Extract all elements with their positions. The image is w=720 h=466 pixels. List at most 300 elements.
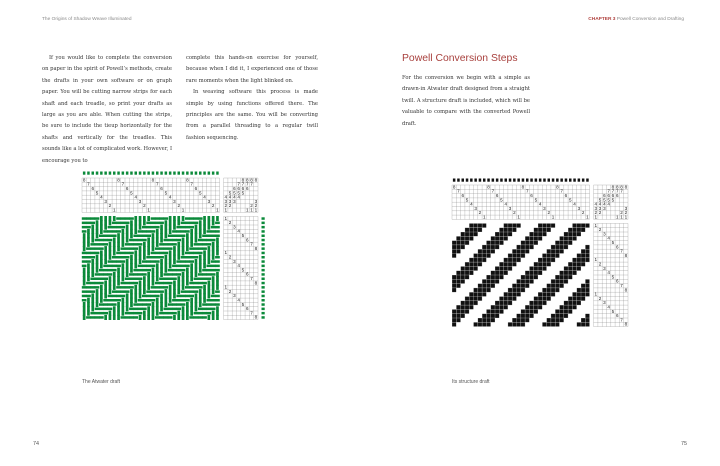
weft-float (207, 308, 212, 311)
raised-cell (452, 318, 456, 322)
weft-float (86, 290, 91, 293)
raised-cell (482, 258, 486, 262)
warp-color-chip (156, 172, 159, 175)
weft-float (151, 226, 156, 229)
weft-float (159, 217, 164, 220)
raised-cell (512, 249, 516, 253)
warp-float (130, 233, 133, 238)
raised-cell (547, 228, 551, 232)
weft-float (207, 273, 212, 276)
threading-number: 8 (556, 184, 559, 190)
weft-float (95, 308, 100, 311)
warp-float (212, 220, 215, 225)
raised-cell (555, 279, 559, 283)
raised-cell (577, 262, 581, 266)
weft-float (112, 299, 117, 302)
raised-cell (469, 232, 473, 236)
weft-float (146, 222, 151, 225)
weft-float (112, 256, 117, 259)
raised-cell (560, 284, 564, 288)
weft-float (211, 269, 216, 272)
raised-cell (499, 236, 503, 240)
weft-float (194, 278, 199, 281)
warp-color-chip (539, 179, 542, 182)
weft-float (108, 260, 113, 263)
raised-cell (452, 245, 456, 249)
tieup-number: 2 (228, 203, 232, 209)
raised-cell (560, 305, 564, 309)
weft-color-chip (262, 290, 265, 293)
warp-color-chip (483, 179, 486, 182)
raised-cell (491, 241, 495, 245)
weft-float (95, 243, 100, 246)
raised-cell (534, 309, 538, 313)
weft-float (82, 217, 87, 220)
running-header-right (588, 17, 684, 22)
warp-color-chip (548, 179, 551, 182)
weft-float (138, 312, 143, 315)
raised-cell (469, 305, 473, 309)
weft-float (176, 299, 181, 302)
warp-color-chip (496, 179, 499, 182)
weft-float (194, 290, 199, 293)
warp-color-chip (552, 179, 555, 182)
warp-float (104, 259, 107, 264)
weft-float (121, 295, 126, 298)
weft-color-chip (262, 230, 265, 233)
weft-float (138, 273, 143, 276)
warp-float (147, 250, 150, 255)
raised-cell (512, 297, 516, 301)
weft-float (125, 222, 130, 225)
treadling-number: 1 (594, 291, 598, 297)
threading-number: 4 (168, 194, 172, 200)
treadling-number: 6 (245, 271, 249, 277)
raised-cell (474, 228, 478, 232)
raised-cell (538, 262, 542, 266)
threading-number: 7 (457, 188, 460, 194)
raised-cell (456, 236, 460, 240)
weft-float (108, 239, 113, 242)
threading-number: 5 (164, 190, 168, 196)
weft-float (168, 316, 173, 319)
raised-cell (525, 241, 529, 245)
weft-float (86, 247, 91, 250)
raised-cell (547, 254, 551, 258)
raised-cell (577, 301, 581, 305)
warp-float (126, 238, 129, 243)
weft-float (176, 226, 181, 229)
tieup-number: 5 (228, 190, 232, 196)
treadling-number: 1 (594, 257, 598, 263)
warp-color-chip (466, 179, 469, 182)
weft-float (133, 278, 138, 281)
warp-color-chip (474, 179, 477, 182)
raised-cell (521, 288, 525, 292)
weft-float (133, 308, 138, 311)
weft-float (103, 273, 108, 276)
weft-float (82, 226, 87, 229)
warp-color-chip (104, 172, 107, 175)
raised-cell (517, 314, 521, 318)
treadling-number: 5 (611, 274, 615, 280)
raised-cell (581, 254, 585, 258)
warp-float (126, 272, 129, 277)
weft-float (151, 286, 156, 289)
raised-cell (529, 271, 533, 275)
weft-float (164, 239, 169, 242)
weft-float (181, 230, 186, 233)
weft-float (116, 217, 121, 220)
tieup-number: 2 (624, 210, 628, 216)
structure-draft-figure (452, 185, 640, 331)
treadling-number: 3 (603, 265, 606, 271)
raised-cell (452, 241, 456, 245)
weft-float (90, 316, 95, 319)
raised-cell (547, 284, 551, 288)
raised-cell (469, 236, 473, 240)
warp-float (216, 250, 219, 255)
weft-float (82, 295, 87, 298)
threading-number: 5 (95, 190, 99, 196)
weft-color-chip (262, 222, 265, 225)
weft-float (181, 222, 186, 225)
warp-float (130, 302, 133, 307)
warp-color-chip (199, 172, 202, 175)
weft-float (159, 316, 164, 319)
weft-float (133, 273, 138, 276)
tieup-number: 6 (603, 193, 606, 198)
threading-number: 4 (134, 194, 138, 200)
raised-cell (482, 279, 486, 283)
warp-color-chip (522, 179, 525, 182)
raised-cell (521, 284, 525, 288)
weft-float (121, 252, 126, 255)
weft-float (121, 290, 126, 293)
weft-float (99, 303, 104, 306)
raised-cell (478, 288, 482, 292)
raised-cell (482, 223, 486, 227)
raised-cell (517, 288, 521, 292)
raised-cell (534, 232, 538, 236)
raised-cell (512, 322, 516, 326)
warp-float (143, 255, 146, 260)
weft-float (176, 269, 181, 272)
warp-float (91, 306, 94, 311)
weft-float (95, 278, 100, 281)
raised-cell (486, 249, 490, 253)
weft-float (99, 308, 104, 311)
weft-float (185, 260, 190, 263)
tieup-number: 6 (611, 193, 615, 198)
raised-cell (564, 305, 568, 309)
treadling-number: 1 (224, 250, 228, 256)
tieup-number: 2 (598, 210, 602, 216)
raised-cell (461, 236, 465, 240)
raised-cell (517, 322, 521, 326)
raised-cell (551, 284, 555, 288)
warp-color-chip (569, 179, 572, 182)
tieup-number: 6 (245, 186, 249, 191)
raised-cell (538, 236, 542, 240)
warp-color-chip (100, 172, 103, 175)
raised-cell (474, 288, 478, 292)
weft-float (108, 269, 113, 272)
raised-cell (456, 279, 460, 283)
warp-float (216, 315, 219, 320)
warp-float (147, 315, 150, 320)
raised-cell (560, 241, 564, 245)
weft-color-chip (262, 303, 265, 306)
raised-cell (482, 288, 486, 292)
raised-cell (469, 228, 473, 232)
raised-cell (508, 232, 512, 236)
weft-float (189, 290, 194, 293)
threading-number: 8 (117, 177, 120, 183)
threading-number: 4 (504, 201, 508, 207)
weft-float (211, 308, 216, 311)
weft-float (164, 282, 169, 285)
warp-color-chip (505, 179, 508, 182)
raised-cell (474, 262, 478, 266)
weft-float (142, 308, 147, 311)
raised-cell (555, 275, 559, 279)
warp-color-chip (190, 172, 193, 175)
tieup-number: 6 (607, 193, 610, 198)
weft-float (215, 290, 220, 293)
weft-float (125, 290, 130, 293)
raised-cell (547, 292, 551, 296)
weft-color-chip (262, 308, 265, 311)
weft-float (146, 269, 151, 272)
weft-float (181, 260, 186, 263)
raised-cell (585, 284, 589, 288)
raised-cell (585, 314, 589, 318)
raised-cell (525, 284, 529, 288)
raised-cell (474, 322, 478, 326)
weft-float (155, 282, 160, 285)
warp-color-chip (500, 179, 503, 182)
raised-cell (560, 271, 564, 275)
warp-float (208, 315, 211, 320)
raised-cell (538, 223, 542, 227)
raised-cell (482, 245, 486, 249)
threading-number: 1 (551, 214, 555, 220)
weft-float (211, 299, 216, 302)
raised-cell (504, 223, 508, 227)
threading-number: 2 (143, 203, 146, 209)
raised-cell (482, 318, 486, 322)
warp-color-chip (117, 172, 120, 175)
right-page (360, 0, 720, 466)
weft-float (129, 247, 134, 250)
weft-float (155, 252, 160, 255)
threading-number: 6 (125, 186, 129, 191)
warp-float (83, 281, 86, 286)
raised-cell (551, 318, 555, 322)
threading-number: 3 (104, 198, 107, 204)
weft-float (108, 230, 113, 233)
weft-float (95, 286, 100, 289)
weft-float (125, 252, 130, 255)
raised-cell (482, 254, 486, 258)
tieup-number: 1 (620, 214, 623, 220)
weft-float (116, 286, 121, 289)
threading-number: 6 (495, 193, 499, 198)
weft-float (82, 252, 87, 255)
weft-float (121, 217, 126, 220)
raised-cell (499, 297, 503, 301)
weft-float (215, 295, 220, 298)
threading-number: 8 (151, 177, 155, 183)
raised-cell (525, 249, 529, 253)
raised-cell (517, 249, 521, 253)
raised-cell (564, 236, 568, 240)
raised-cell (461, 275, 465, 279)
raised-cell (486, 254, 490, 258)
warp-color-chip (83, 172, 86, 175)
weft-float (82, 230, 87, 233)
weft-float (142, 295, 147, 298)
raised-cell (504, 266, 508, 270)
raised-cell (529, 236, 533, 240)
raised-cell (456, 318, 460, 322)
weft-float (172, 273, 177, 276)
raised-cell (525, 245, 529, 249)
threading-number: 2 (177, 203, 181, 209)
raised-cell (551, 292, 555, 296)
weft-float (133, 316, 138, 319)
threading-number: 1 (112, 207, 116, 213)
threading-number: 3 (207, 198, 211, 204)
warp-float (87, 276, 90, 281)
raised-cell (521, 318, 525, 322)
raised-cell (542, 254, 546, 258)
warp-float (113, 250, 116, 255)
treadling-number: 8 (624, 321, 628, 327)
warp-float (83, 246, 86, 251)
warp-float (100, 263, 103, 268)
weft-float (142, 226, 147, 229)
warp-float (160, 306, 163, 311)
weft-float (95, 273, 100, 276)
weft-float (181, 295, 186, 298)
raised-cell (512, 228, 516, 232)
weft-float (172, 299, 177, 302)
raised-cell (577, 223, 581, 227)
raised-cell (560, 309, 564, 313)
weft-float (125, 247, 130, 250)
weft-float (86, 256, 91, 259)
raised-cell (508, 292, 512, 296)
weft-float (176, 295, 181, 298)
treadling-number: 7 (620, 248, 623, 254)
tieup-number: 7 (237, 181, 240, 187)
raised-cell (508, 301, 512, 305)
raised-cell (495, 275, 499, 279)
atwater-draft-figure (82, 178, 270, 324)
weft-float (176, 273, 181, 276)
raised-cell (465, 309, 469, 313)
weft-float (168, 235, 173, 238)
weft-float (86, 252, 91, 255)
raised-cell (555, 241, 559, 245)
weft-float (146, 230, 151, 233)
weft-float (95, 247, 100, 250)
weft-color-chip (262, 239, 265, 242)
warp-float (203, 298, 206, 303)
warp-float (152, 246, 155, 251)
warp-color-chip (530, 179, 533, 182)
section-title: Powell Conversion Steps (402, 53, 518, 64)
weft-float (138, 308, 143, 311)
weft-float (151, 290, 156, 293)
raised-cell (555, 318, 559, 322)
weft-float (215, 260, 220, 263)
warp-float (190, 242, 193, 247)
raised-cell (491, 236, 495, 240)
warp-float (117, 281, 120, 286)
raised-cell (486, 284, 490, 288)
raised-cell (529, 309, 533, 313)
weft-float (181, 256, 186, 259)
raised-cell (508, 297, 512, 301)
weft-color-chip (262, 299, 265, 302)
weft-float (95, 252, 100, 255)
warp-color-chip (173, 172, 176, 175)
threading-number: 3 (474, 205, 477, 211)
weft-float (112, 290, 117, 293)
weft-float (185, 252, 190, 255)
tieup-number: 2 (594, 210, 598, 216)
warp-color-chip (203, 172, 206, 175)
weft-float (142, 239, 147, 242)
raised-cell (482, 249, 486, 253)
weft-color-chip (262, 235, 265, 238)
warp-float (216, 216, 219, 221)
raised-cell (534, 266, 538, 270)
raised-cell (491, 279, 495, 283)
paragraph: If you would like to complete the conversion on paper in the spirit of Powell’s methods, create the drafts in your own software or on graph paper. You will be cutting narrow strips for each shaft and each treadle, so print your drafts as large as you are able. When cutting the strips, be sure to include the tieup horizontally for the shafts and vertically for the treadles. This sounds like a lot of complicated work. However, I encourage you to (42, 55, 172, 164)
warp-color-chip (147, 172, 150, 175)
weft-color-chip (262, 278, 265, 281)
warp-float (182, 285, 185, 290)
weft-float (142, 303, 147, 306)
raised-cell (469, 262, 473, 266)
weft-float (142, 235, 147, 238)
weft-float (133, 247, 138, 250)
warp-float (143, 289, 146, 294)
tieup-number: 8 (624, 184, 628, 190)
weft-float (125, 282, 130, 285)
weft-float (181, 265, 186, 268)
raised-cell (474, 232, 478, 236)
weft-float (112, 269, 117, 272)
weft-float (103, 303, 108, 306)
treadling-number: 3 (233, 293, 236, 299)
weft-float (103, 312, 108, 315)
weft-float (198, 252, 203, 255)
raised-cell (551, 314, 555, 318)
raised-cell (555, 284, 559, 288)
raised-cell (542, 258, 546, 262)
weft-float (82, 222, 87, 225)
raised-cell (529, 305, 533, 309)
weft-float (211, 235, 216, 238)
raised-cell (529, 279, 533, 283)
tieup-number: 3 (224, 198, 228, 204)
raised-cell (564, 245, 568, 249)
